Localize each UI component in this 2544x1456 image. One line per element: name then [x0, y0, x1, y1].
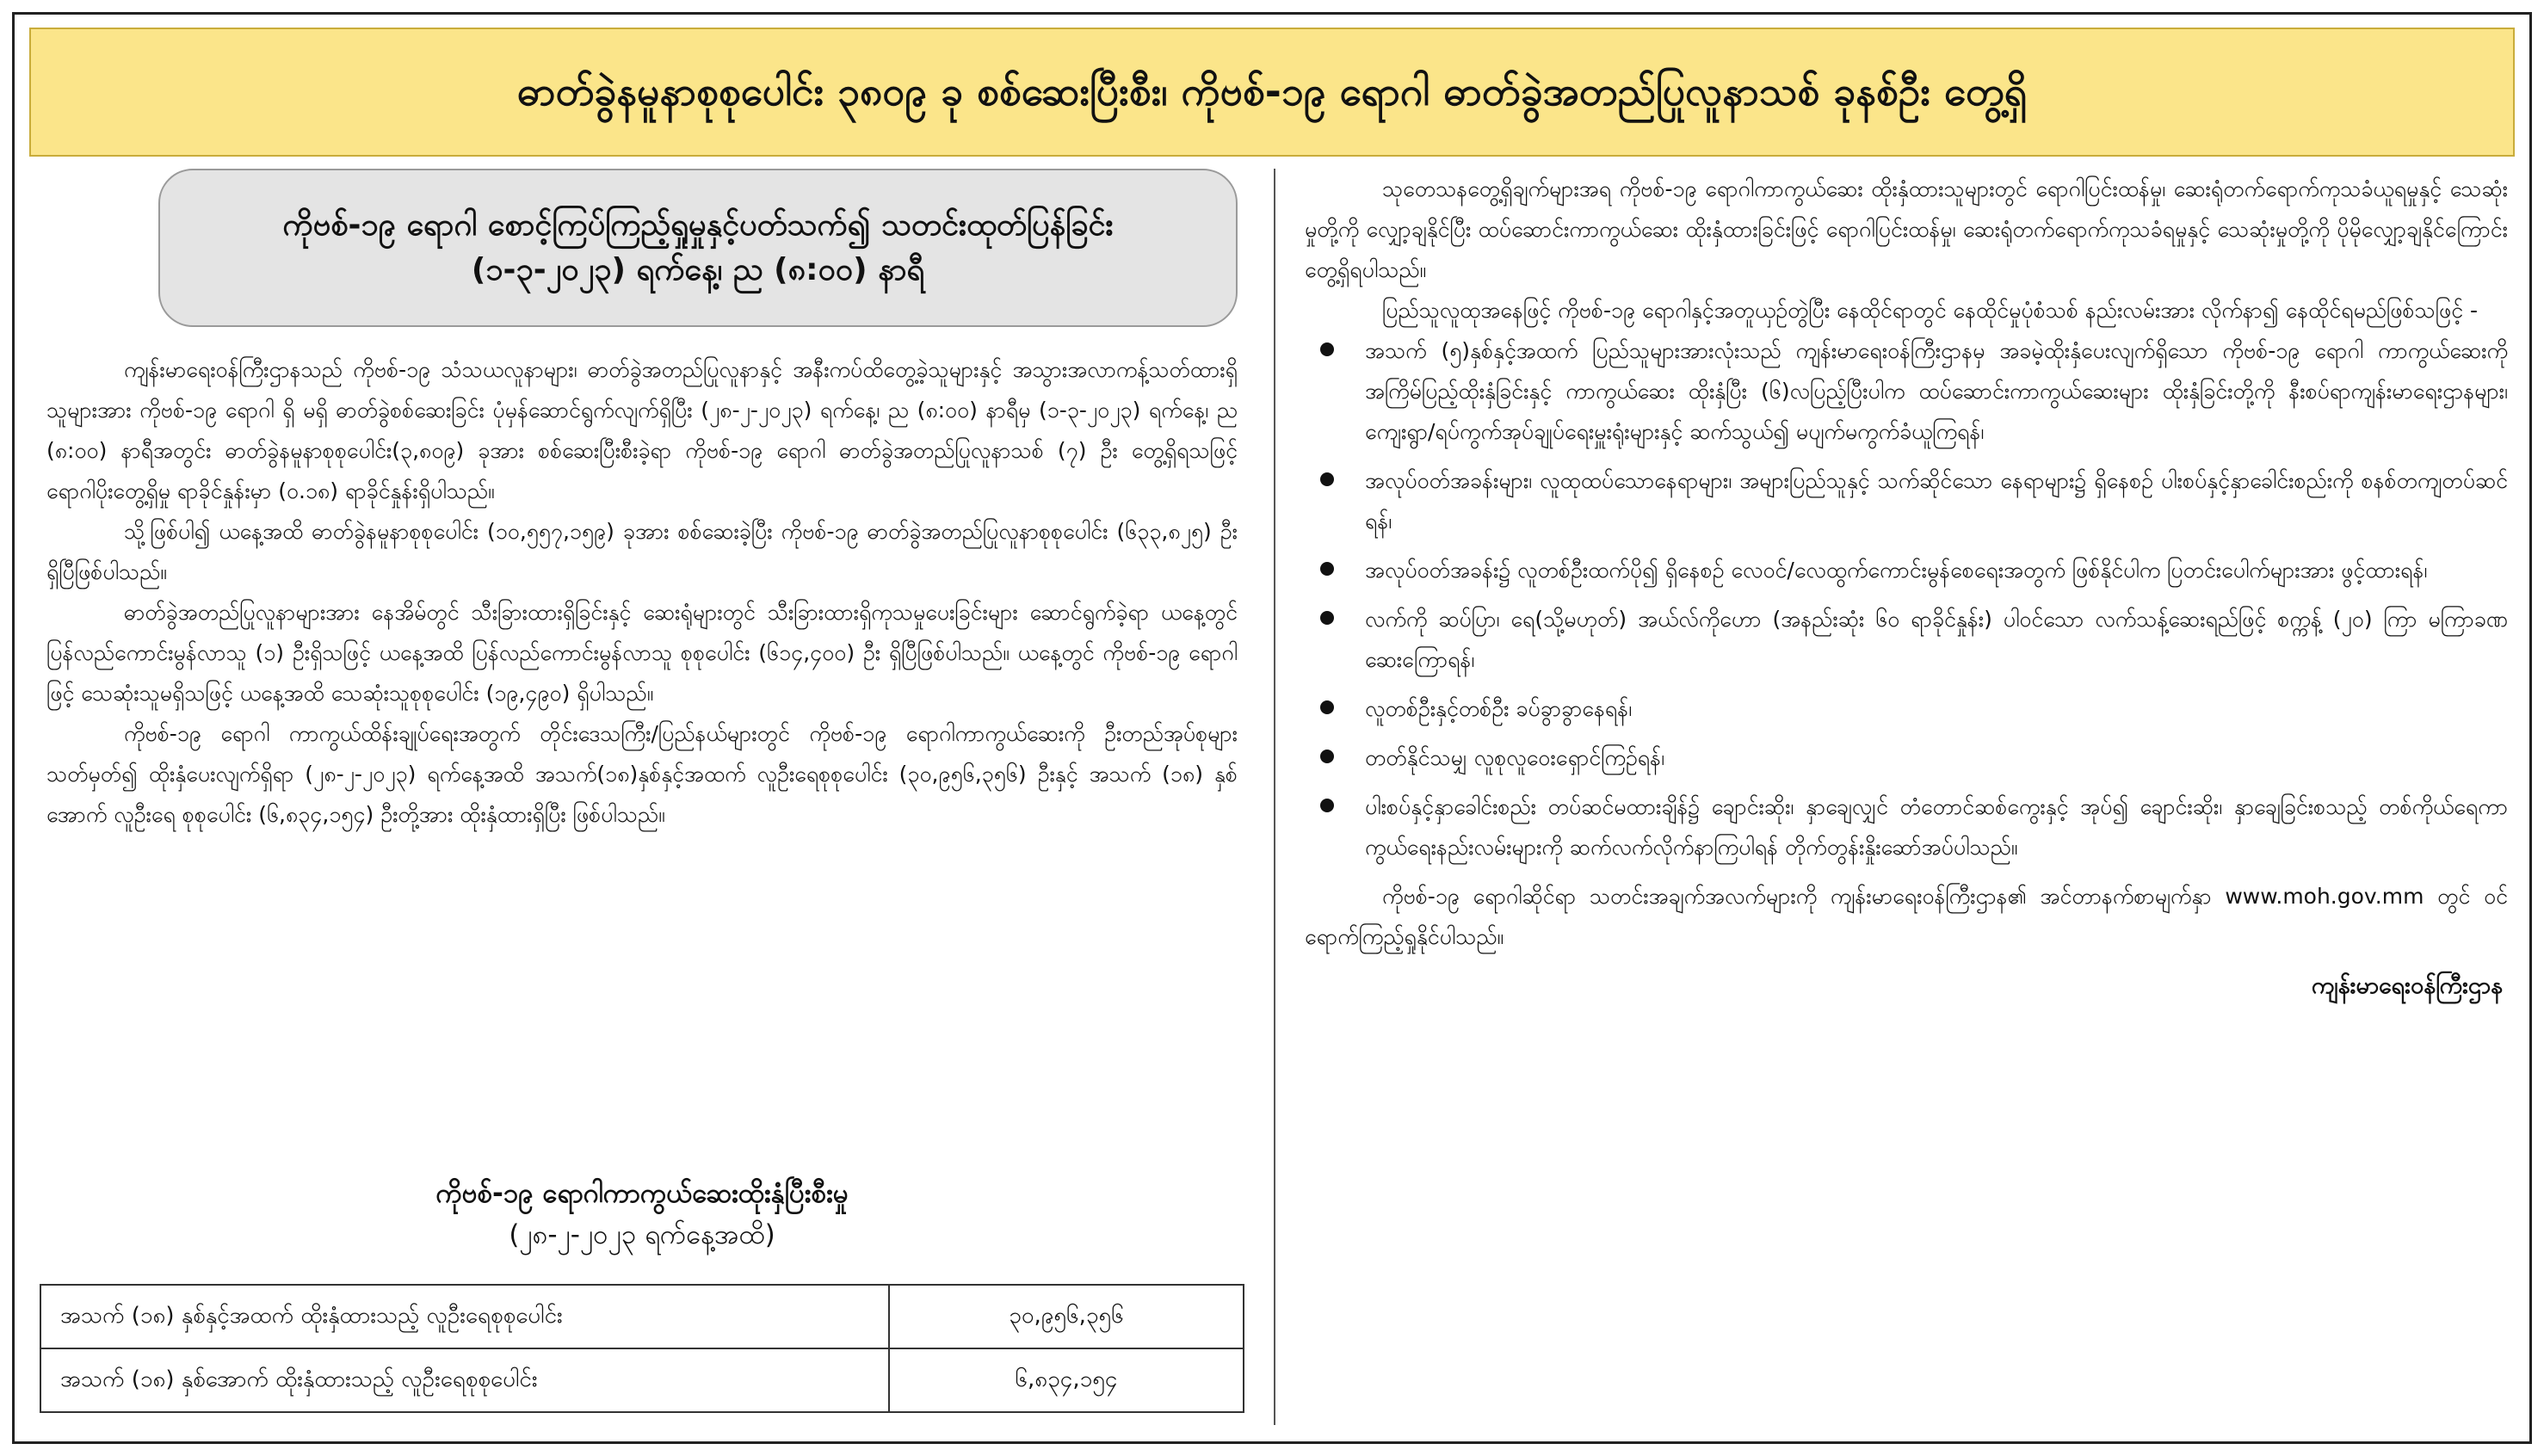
vaccination-table-date: (၂၈-၂-၂၀၂၃ ရက်နေ့အထိ) [509, 1219, 775, 1250]
press-release-title: ကိုဗစ်-၁၉ ရောဂါ စောင့်ကြပ်ကြည့်ရှုမှုနှင့်ပတ်သက်၍ သတင်းထုတ်ပြန်ခြင်း [282, 207, 1114, 243]
list-item: လက်ကို ဆပ်ပြာ၊ ရေ(သို့မဟုတ်) အယ်လ်ကိုဟော (အနည်းဆုံး ၆၀ ရာခိုင်နှုန်း) ပါဝင်သော လက်သန့်ဆေးရည်ဖြင့် စက္ကန့် (၂၀) ကြာ မကြာခဏဆေးကြောရန်၊ [1365, 599, 2508, 680]
press-release-box [158, 169, 1238, 327]
vaccination-table [40, 1284, 1244, 1413]
table-row [40, 1285, 1244, 1348]
left-body [46, 349, 1238, 1163]
row-label: အသက် (၁၈) နှစ်နှင့်အထက် ထိုးနှံထားသည့် လူဦးရေစုစုပေါင်း [40, 1285, 889, 1348]
row-label: အသက် (၁၈) နှစ်အောက် ထိုးနှံထားသည့် လူဦးရေစုစုပေါင်း [40, 1348, 889, 1412]
table-row [40, 1348, 1244, 1412]
bullet-icon [1320, 472, 1334, 486]
bullet-icon [1320, 611, 1334, 625]
column-divider [1274, 169, 1275, 1425]
list-item: အလုပ်ဝတ်အခန်းများ၊ လူထုထပ်သောနေရာများ၊ အများပြည်သူနှင့် သက်ဆိုင်သော နေရာများ၌ ရှိနေစဉ် ပါးစပ်နှင့်နှာခေါင်းစည်းကို စနစ်တကျတပ်ဆင်ရန်၊ [1365, 460, 2508, 541]
paragraph-totals: သို့ဖြစ်ပါ၍ ယနေ့အထိ ဓာတ်ခွဲနမူနာစုစုပေါင်း (၁၀,၅၅၇,၁၅၉) ခုအား စစ်ဆေးခဲ့ပြီး ကိုဗစ်-၁၉ ဓာတ်ခွဲအတည်ပြုလူနာစုစုပေါင်း (၆၃၃,၈၂၅) ဦး ရှိပြီဖြစ်ပါသည်။ [46, 519, 1238, 584]
signature-ministry: ကျန်းမာရေးဝန်ကြီးဌာန [2311, 972, 2503, 999]
paragraph-testing: ကျန်းမာရေးဝန်ကြီးဌာနသည် ကိုဗစ်-၁၉ သံသယလူနာများ၊ ဓာတ်ခွဲအတည်ပြုလူနာနှင့် အနီးကပ်ထိတွေ့ခဲ့သူများနှင့် အသွားအလာကန့်သတ်ထားရှိသူများအား ကိုဗစ်-၁၉ ရောဂါ ရှိ မရှိ ဓာတ်ခွဲစစ်ဆေးခြင်း ပုံမှန်ဆောင်ရွက်လျက်ရှိပြီး (၂၈-၂-၂၀၂၃) ရက်နေ့၊ ည (၈:၀၀) နာရီမှ (၁-၃-၂၀၂၃) ရက်နေ့၊ ည (၈:၀၀) နာရီအတွင်း ဓာတ်ခွဲနမူနာစုစုပေါင်း(၃,၈၀၉) ခုအား စစ်ဆေးပြီးစီးခဲ့ရာ ကိုဗစ်-၁၉ ရောဂါ ဓာတ်ခွဲအတည်ပြုလူနာသစ် (၇) ဦး တွေ့ရှိရသဖြင့် ရောဂါပိုးတွေ့ရှိမှု ရာခိုင်နှုန်းမှာ (၀.၁၈) ရာခိုင်နှုန်းရှိပါသည်။ [46, 357, 1238, 503]
bullet-icon [1320, 799, 1334, 812]
left-column [29, 169, 1255, 1425]
vaccination-table-title: ကိုဗစ်-၁၉ ရောဂါကာကွယ်ဆေးထိုးနှံပြီးစီးမှု [435, 1178, 849, 1209]
paragraph-vaccination: ကိုဗစ်-၁၉ ရောဂါ ကာကွယ်ထိန်းချုပ်ရေးအတွက် တိုင်းဒေသကြီး/ပြည်နယ်များတွင် ကိုဗစ်-၁၉ ရောဂါကာကွယ်ဆေးကို ဦးတည်အုပ်စုများသတ်မှတ်၍ ထိုးနှံပေးလျက်ရှိရာ (၂၈-၂-၂၀၂၃) ရက်နေ့အထိ အသက်(၁၈)နှစ်နှင့်အထက် လူဦးရေစုစုပေါင်း (၃၀,၉၅၆,၃၅၆) ဦးနှင့် အသက် (၁၈) နှစ်အောက် လူဦးရေ စုစုပေါင်း (၆,၈၃၄,၁၅၄) ဦးတို့အား ထိုးနှံထားရှိပြီး ဖြစ်ပါသည်။ [46, 721, 1238, 827]
list-item: ပါးစပ်နှင့်နှာခေါင်းစည်း တပ်ဆင်မထားချိန်၌ ချောင်းဆိုး၊ နှာချေလျှင် တံတောင်ဆစ်ကွေးနှင့် အုပ်၍ ချောင်းဆိုး၊ နှာချေခြင်းစသည့် တစ်ကိုယ်ရေကာကွယ်ရေးနည်းလမ်းများကို ဆက်လက်လိုက်နာကြပါရန် တိုက်တွန်းနှိုးဆော်အပ်ပါသည်။ [1365, 787, 2508, 867]
bullet-icon [1320, 700, 1334, 714]
list-item: လူတစ်ဦးနှင့်တစ်ဦး ခပ်ခွာခွာနေရန်၊ [1365, 688, 2508, 729]
list-item: အသက် (၅)နှစ်နှင့်အထက် ပြည်သူများအားလုံးသည် ကျန်းမာရေးဝန်ကြီးဌာနမှ အခမဲ့ထိုးနှံပေးလျက်ရှိသော ကိုဗစ်-၁၉ ရောဂါ ကာကွယ်ဆေးကို အကြိမ်ပြည့်ထိုးနှံခြင်းနှင့် ကာကွယ်ဆေး ထိုးနှံပြီး (၆)လပြည့်ပြီးပါက ထပ်ဆောင်းကာကွယ်ဆေးများ ထိုးနှံခြင်းတို့ကို နီးစပ်ရာကျန်းမာရေးဌာနများ၊ ကျေးရွာ/ရပ်ကွက်အုပ်ချုပ်ရေးမှူးရုံးများနှင့် ဆက်သွယ်၍ မပျက်မကွက်ခံယူကြရန်၊ [1365, 330, 2508, 452]
paragraph-research: သုတေသနတွေ့ရှိချက်များအရ ကိုဗစ်-၁၉ ရောဂါကာကွယ်ဆေး ထိုးနှံထားသူများတွင် ရောဂါပြင်းထန်မှု၊ ဆေးရုံတက်ရောက်ကုသခံယူရမှုနှင့် သေဆုံးမှုတို့ကို လျှော့ချနိုင်ပြီး ထပ်ဆောင်းကာကွယ်ဆေး ထိုးနှံထားခြင်းဖြင့် ရောဂါပြင်းထန်မှု၊ ဆေးရုံတက်ရောက်ကုသခံရမှုနှင့် သေဆုံးမှုတို့ကို ပိုမိုလျှော့ချနိုင်ကြောင်း တွေ့ရှိရပါသည်။ [1305, 176, 2508, 282]
row-value: ၆,၈၃၄,၁၅၄ [889, 1348, 1244, 1412]
row-value: ၃၀,၉၅၆,၃၅၆ [889, 1285, 1244, 1348]
right-column [1294, 169, 2515, 1425]
bullet-icon [1320, 342, 1334, 356]
headline-banner [29, 28, 2515, 157]
headline: ဓာတ်ခွဲနမူနာစုစုပေါင်း ၃၈၀၉ ခု စစ်ဆေးပြီးစီး၊ ကိုဗစ်-၁၉ ရောဂါ ဓာတ်ခွဲအတည်ပြုလူနာသစ် ခုနစ်ဦး တွေ့ရှိ [516, 68, 2028, 115]
press-release-date: (၁-၃-၂၀၂၃) ရက်နေ့၊ ည (၈:၀၀) နာရီ [471, 252, 925, 287]
guidance-list [1305, 330, 2508, 867]
bullet-icon [1320, 750, 1334, 763]
list-item: အလုပ်ဝတ်အခန်း၌ လူတစ်ဦးထက်ပို၍ ရှိနေစဉ် လေဝင်/လေထွက်ကောင်းမွန်စေရေးအတွက် ဖြစ်နိုင်ပါက ပြတင်းပေါက်များအား ဖွင့်ထားရန်၊ [1365, 550, 2508, 590]
paragraph-new-normal: ပြည်သူလူထုအနေဖြင့် ကိုဗစ်-၁၉ ရောဂါနှင့်အတူယှဉ်တွဲပြီး နေထိုင်ရာတွင် နေထိုင်မှုပုံစံသစ် နည်းလမ်းအား လိုက်နာ၍ နေထိုင်ရမည်ဖြစ်သဖြင့် - [1382, 298, 2479, 323]
bullet-icon [1320, 562, 1334, 576]
list-item: တတ်နိုင်သမျှ လူစုလူဝေးရှောင်ကြဉ်ရန်၊ [1365, 737, 2508, 778]
right-body [1305, 169, 2508, 1425]
paragraph-recoveries: ဓာတ်ခွဲအတည်ပြုလူနာများအား နေအိမ်တွင် သီးခြားထားရှိခြင်းနှင့် ဆေးရုံများတွင် သီးခြားထားရှိကုသမှုပေးခြင်းများ ဆောင်ရွက်ခဲ့ရာ ယနေ့တွင် ပြန်လည်ကောင်းမွန်လာသူ (၁) ဦးရှိသဖြင့် ယနေ့အထိ ပြန်လည်ကောင်းမွန်လာသူ စုစုပေါင်း (၆၁၄,၄၀၀) ဦး ရှိပြီဖြစ်ပါသည်။ ယနေ့တွင် ကိုဗစ်-၁၉ ရောဂါဖြင့် သေဆုံးသူမရှိသဖြင့် ယနေ့အထိ သေဆုံးသူစုစုပေါင်း (၁၉,၄၉၀) ရှိပါသည်။ [46, 600, 1238, 706]
paragraph-website: ကိုဗစ်-၁၉ ရောဂါဆိုင်ရာ သတင်းအချက်အလက်များကို ကျန်းမာရေးဝန်ကြီးဌာန၏ အင်တာနက်စာမျက်နှာ www.moh.gov.mm တွင် ဝင်ရောက်ကြည့်ရှုနိုင်ပါသည်။ [1305, 884, 2508, 949]
